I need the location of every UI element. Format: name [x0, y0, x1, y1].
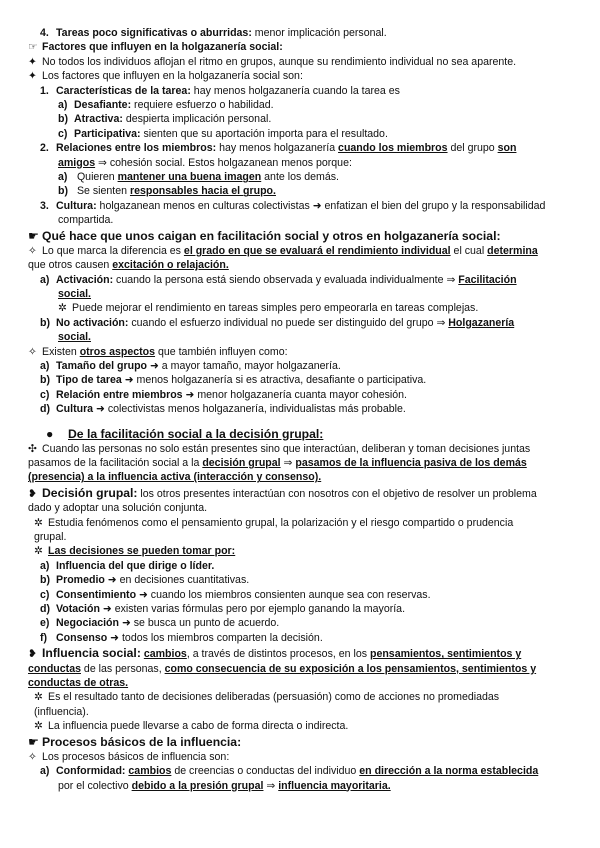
item-text: hay menos holgazanería cuando la tarea es	[190, 84, 400, 97]
definition-text: de las personas,	[80, 662, 165, 675]
item-text: hay menos holgazanería	[216, 142, 339, 155]
underlined-text: mantener una buena imagen	[117, 171, 262, 184]
sparkle-bullet-icon: ✧	[28, 345, 37, 358]
underlined-text: Facilitación	[458, 273, 517, 286]
item-text: ➜ menor holgazanería cuanta mayor cohesión.	[182, 388, 407, 401]
lettered-item	[28, 316, 570, 330]
bullet-dot-icon: ●	[46, 426, 54, 441]
continuation-line	[28, 287, 570, 301]
note-line	[28, 301, 570, 315]
bullet-text: ⇒	[280, 456, 296, 469]
bullet-text: Existen	[42, 345, 80, 358]
underlined-text: social.	[58, 331, 91, 344]
item-number: 1.	[40, 84, 49, 97]
underlined-text: otros aspectos	[79, 345, 156, 358]
item-text: de creencias o conductas del individuo	[171, 765, 360, 778]
item-term: Tipo de tarea	[56, 374, 122, 387]
underlined-text: cuando los miembros	[338, 142, 448, 155]
bullet-text: el cual	[450, 244, 488, 257]
item-term: Cultura:	[56, 199, 97, 212]
item-letter: c)	[40, 588, 50, 601]
lettered-item	[28, 764, 570, 778]
item-letter: b)	[58, 113, 68, 126]
item-text: ➜ a mayor tamaño, mayor holgazanería.	[147, 359, 341, 372]
star-bullet-icon: ✦	[28, 55, 37, 68]
underlined-text: pensamientos, sentimientos y	[369, 648, 522, 661]
definition-line	[28, 645, 570, 661]
underlined-text: cambios	[143, 648, 187, 661]
item-term: Activación:	[56, 273, 114, 286]
lettered-item	[28, 98, 570, 112]
bullet-line	[28, 244, 570, 258]
lettered-item	[28, 573, 570, 587]
item-letter: b)	[40, 316, 50, 329]
underlined-text: decisión grupal	[202, 456, 281, 469]
bullet-text: No todos los individuos aflojan el ritmo en grupos, aunque su rendimiento individual no sea aparente.	[42, 55, 517, 68]
underlined-text: como consecuencia de su exposición a los pensamientos, sentimientos y	[164, 662, 537, 675]
item-term: Características de la tarea:	[56, 84, 191, 97]
note-text: (influencia).	[34, 705, 89, 718]
item-term: No activación:	[56, 316, 129, 329]
definition-term: Decisión grupal:	[42, 485, 138, 500]
item-text: cuando la persona está siendo observada y evaluada individualmente ⇒	[113, 273, 459, 286]
lettered-item	[28, 359, 570, 373]
continuation-line	[28, 330, 570, 344]
item-text: ➜ en decisiones cuantitativas.	[104, 574, 250, 587]
item-text: cuando el esfuerzo individual no puede ser distinguido del grupo ⇒	[128, 316, 449, 329]
item-term: Consentimiento	[56, 588, 137, 601]
item-letter: d)	[40, 603, 50, 616]
item-letter: a)	[40, 359, 50, 372]
cross-flower-icon: ✣	[28, 442, 37, 455]
item-term: Atractiva:	[74, 113, 123, 126]
note-line	[28, 516, 570, 530]
item-letter: a)	[58, 171, 68, 184]
lettered-item	[28, 184, 570, 198]
underlined-text: responsables hacia el grupo.	[129, 185, 276, 198]
item-letter: f)	[40, 631, 48, 644]
lettered-item	[28, 373, 570, 387]
definition-text: dado y adoptar una solución conjunta.	[28, 502, 208, 515]
spacer	[28, 417, 570, 426]
continuation-line	[28, 530, 570, 544]
item-text: Se sienten	[74, 185, 130, 198]
underlined-text: amigos	[58, 156, 96, 169]
underlined-text: pasamos de la influencia pasiva de los demás	[295, 456, 527, 469]
pointing-hand-icon: ☛	[28, 734, 39, 749]
item-text: ante los demás.	[261, 171, 339, 184]
item-term: Tareas poco significativas o aburridas:	[56, 27, 252, 39]
bullet-line	[28, 69, 570, 83]
heart-bullet-icon: ❥	[28, 648, 37, 661]
item-text: ➜ menos holgazanería si es atractiva, desafiante o participativa.	[121, 374, 427, 387]
item-text: Quieren	[74, 171, 118, 184]
note-text: Puede mejorar el rendimiento en tareas simples pero empeorarla en tareas complejas.	[72, 302, 479, 315]
lettered-item	[28, 127, 570, 141]
continuation-line	[28, 676, 570, 690]
heading-facilitacion-vs-holgazaneria	[28, 228, 570, 244]
item-term: Promedio	[56, 574, 105, 587]
lettered-item	[28, 273, 570, 287]
item-text: ⇒	[263, 779, 279, 792]
continuation-line	[28, 258, 570, 272]
definition-text: , a través de distintos procesos, en los	[186, 648, 370, 661]
continuation-line	[28, 213, 570, 227]
subheading-text: Las decisiones se pueden tomar por:	[48, 545, 236, 558]
numbered-item	[28, 141, 570, 155]
underlined-text: cambios	[128, 765, 172, 778]
item-number: 3.	[40, 199, 49, 212]
lettered-item	[28, 170, 570, 184]
item-text: menor implicación personal.	[251, 27, 387, 39]
numbered-item	[28, 84, 570, 98]
continuation-line	[28, 456, 570, 470]
sparkle-bullet-icon: ✧	[28, 750, 37, 763]
item-letter: b)	[40, 374, 50, 387]
underlined-text: en dirección a la norma establecida	[359, 765, 539, 778]
underlined-text: influencia mayoritaria.	[278, 779, 391, 792]
bullet-text: Los factores que influyen en la holgazanería social son:	[42, 70, 303, 83]
underlined-text: social.	[58, 287, 91, 300]
section-heading-decision-grupal	[28, 426, 570, 442]
lettered-item	[28, 616, 570, 630]
note-line	[28, 719, 570, 733]
item-term: Consenso	[56, 631, 108, 644]
note-text: grupal.	[34, 531, 67, 543]
bullet-line	[28, 442, 570, 456]
heading-text: De la facilitación social a la decisión grupal:	[68, 426, 324, 441]
underlined-text: son	[497, 142, 517, 155]
underlined-text: excitación o relajación.	[112, 259, 229, 272]
star-bullet-icon: ✦	[28, 70, 37, 83]
item-term: Participativa:	[74, 127, 141, 140]
underlined-text: conductas	[28, 662, 81, 675]
subheading-decisiones	[28, 544, 570, 558]
bullet-line	[28, 750, 570, 764]
continuation-line	[28, 779, 570, 793]
item-text: ➜ cuando los miembros consienten aunque sea con reservas.	[136, 588, 431, 601]
item-term: Conformidad:	[56, 765, 126, 778]
note-text: Estudia fenómenos como el pensamiento grupal, la polarización y el riesgo compartido o prudencia	[48, 516, 514, 529]
asterisk-icon: ✲	[34, 516, 43, 529]
bullet-line	[28, 55, 570, 69]
continuation-line	[28, 156, 570, 170]
line-item-4	[28, 26, 570, 40]
item-term: Tamaño del grupo	[56, 359, 148, 372]
item-text: ➜ existen varias fórmulas pero por ejemplo ganando la mayoría.	[99, 603, 406, 616]
lettered-item	[28, 588, 570, 602]
item-term: Relaciones entre los miembros:	[56, 142, 217, 155]
note-text: La influencia puede llevarse a cabo de forma directa o indirecta.	[48, 720, 349, 733]
underlined-text: (presencia) a la influencia activa (interacción y consenso).	[28, 471, 322, 484]
item-number: 2.	[40, 142, 49, 155]
heading-text: Qué hace que unos caigan en facilitación social y otros en holgazanería social:	[42, 228, 501, 243]
item-text: compartida.	[58, 214, 114, 227]
underlined-text: determina	[487, 244, 538, 257]
bullet-line	[28, 345, 570, 359]
asterisk-icon: ✲	[34, 720, 43, 733]
item-letter: a)	[40, 273, 50, 286]
lettered-item	[28, 559, 570, 573]
item-letter: a)	[40, 559, 50, 572]
item-letter: a)	[58, 99, 68, 112]
lettered-item	[28, 112, 570, 126]
item-text: ➜ todos los miembros comparten la decisión.	[107, 631, 323, 644]
bullet-text: Lo que marca la diferencia es	[42, 244, 184, 257]
item-letter: b)	[58, 185, 68, 198]
bullet-text: que también influyen como:	[155, 345, 288, 358]
note-text: Es el resultado tanto de decisiones deliberadas (persuasión) como de acciones no promediadas	[48, 691, 500, 704]
item-term: Influencia del que dirige o líder.	[56, 559, 215, 572]
item-text: ➜ colectivistas menos holgazanería, individualistas más probable.	[93, 403, 406, 416]
underlined-text: conductas de otras.	[28, 677, 129, 690]
item-text: requiere esfuerzo o habilidad.	[131, 99, 274, 112]
bullet-text: pasamos de la facilitación social a la	[28, 456, 203, 469]
item-term: Relación entre miembros	[56, 388, 183, 401]
pointing-hand-icon: ☞	[28, 41, 38, 54]
heading-factores	[28, 40, 570, 54]
lettered-item	[28, 602, 570, 616]
item-letter: c)	[58, 127, 68, 140]
note-line	[28, 690, 570, 704]
lettered-item	[28, 388, 570, 402]
definition-line	[28, 485, 570, 501]
definition-text: los otros presentes interactúan con nosotros con el objetivo de resolver un problema	[137, 487, 537, 500]
item-term: Votación	[56, 603, 100, 616]
item-term: Desafiante:	[74, 99, 132, 112]
item-text: por el colectivo	[58, 779, 132, 792]
item-letter: b)	[40, 574, 50, 587]
item-text: ➜ se busca un punto de acuerdo.	[119, 617, 280, 630]
heading-procesos-basicos	[28, 734, 570, 750]
item-text: sienten que su aportación importa para el resultado.	[140, 127, 388, 140]
numbered-item	[28, 199, 570, 213]
heart-bullet-icon: ❥	[28, 487, 37, 500]
lettered-item	[28, 631, 570, 645]
underlined-text: Holgazanería	[448, 316, 515, 329]
pointing-hand-icon: ☛	[28, 228, 39, 243]
item-text: holgazanean menos en culturas colectivistas ➜ enfatizan el bien del grupo y la responsabilidad	[96, 199, 546, 212]
asterisk-icon: ✲	[34, 545, 43, 558]
item-number: 4.	[40, 27, 49, 39]
definition-term: Influencia social:	[42, 646, 141, 661]
heading-text: Procesos básicos de la influencia:	[42, 734, 242, 749]
asterisk-icon: ✲	[34, 691, 43, 704]
continuation-line	[28, 662, 570, 676]
heading-text: Factores que influyen en la holgazanería social:	[42, 41, 283, 54]
asterisk-icon: ✲	[58, 302, 67, 315]
sparkle-bullet-icon: ✧	[28, 244, 37, 257]
item-text: del grupo	[447, 142, 498, 155]
item-text: despierta implicación personal.	[122, 113, 272, 126]
item-letter: e)	[40, 617, 50, 630]
underlined-text: el grado en que se evaluará el rendimiento individual	[183, 244, 451, 257]
bullet-text: Los procesos básicos de influencia son:	[42, 750, 230, 763]
continuation-line	[28, 501, 570, 515]
item-term: Cultura	[56, 403, 94, 416]
continuation-line	[28, 705, 570, 719]
item-letter: a)	[40, 765, 50, 778]
bullet-text: Cuando las personas no solo están presentes sino que interactúan, deliberan y toman decisiones juntas	[42, 442, 531, 455]
item-text: ⇒ cohesión social. Estos holgazanean menos porque:	[95, 156, 352, 169]
bullet-text: que otros causen	[28, 259, 113, 272]
item-letter: d)	[40, 403, 50, 416]
underlined-text: debido a la presión grupal	[131, 779, 264, 792]
lettered-item	[28, 402, 570, 416]
continuation-line	[28, 470, 570, 484]
item-letter: c)	[40, 388, 50, 401]
item-term: Negociación	[56, 617, 119, 630]
